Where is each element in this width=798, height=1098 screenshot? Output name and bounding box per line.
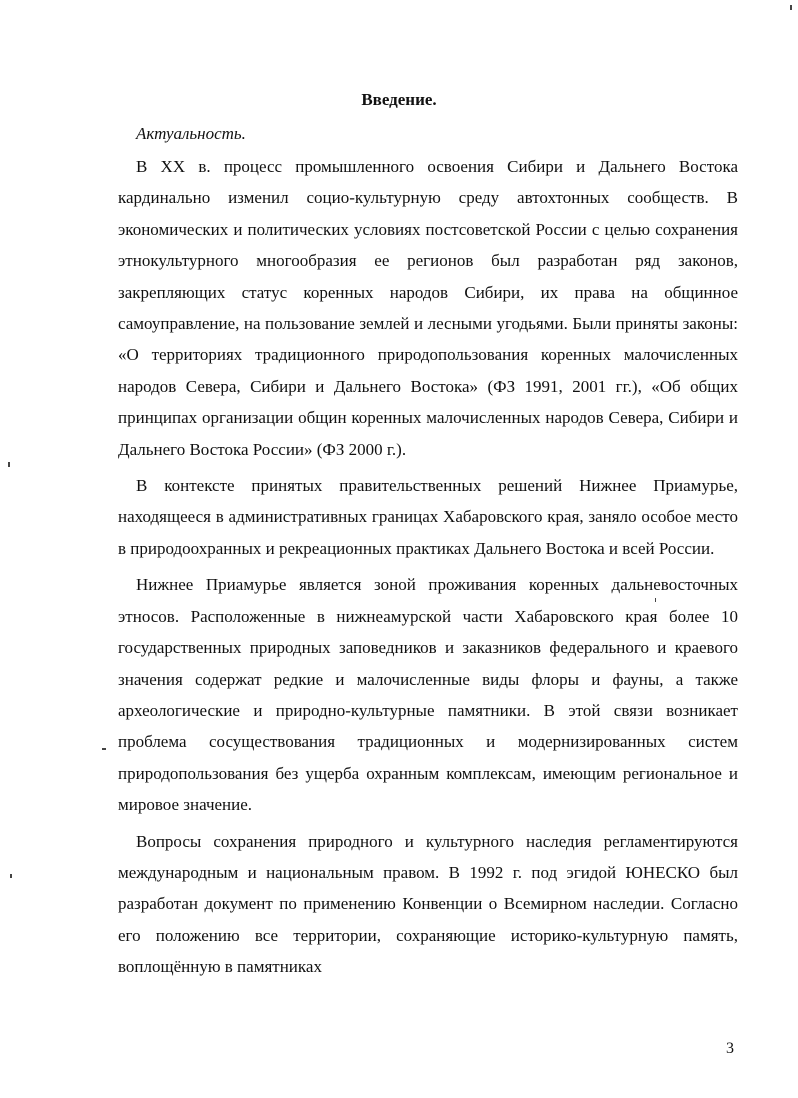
- page-number: 3: [726, 1040, 734, 1057]
- scan-speck: [102, 748, 106, 750]
- paragraph: В контексте принятых правительственных решений Нижнее Приамурье, находящееся в административных границах Хабаровского края, заняло особое место в природоохранных и рекреационных практиках Дальнего Востока и всей России.: [118, 476, 738, 558]
- paragraph: Вопросы сохранения природного и культурного наследия регламентируются международным и национальным правом. В 1992 г. под эгидой ЮНЕСКО был разработан документ по применению Конвенции о Всемирном наследии. Согласно его положению все территории, сохраняющие историко-культурную память, воплощённую в памятниках: [118, 831, 738, 977]
- scan-speck: [655, 598, 656, 602]
- section-title: Введение.: [361, 90, 437, 109]
- paragraph: В XX в. процесс промышленного освоения Сибири и Дальнего Востока кардинально изменил социо-культурную среду автохтонных сообществ. В экономических и политических условиях постсоветской России с целью сохранения этнокультурного многообразия ее регионов был разработан ряд законов, закрепляющих статус коренных народов Сибири, их права на общинное самоуправление, на пользование землей и лесными угодьями. Были приняты законы: «О территориях традиционного природопользования коренных малочисленных народов Севера, Сибири и Дальнего Востока» (ФЗ 1991, 2001 гг.), «Об общих принципах организации общин коренных малочисленных народов Севера, Сибири и Дальнего Востока России» (ФЗ 2000 г.).: [118, 157, 738, 459]
- scan-speck: [8, 462, 10, 467]
- paragraph: Нижнее Приамурье является зоной проживания коренных дальневосточных этносов. Расположенные в нижнеамурской части Хабаровского края более 10 государственных природных заповедников и заказников федерального и краевого значения содержат редкие и малочисленные виды флоры и фауны, а также археологические и природно-культурные памятники. В этой связи возникает проблема сосуществования традиционных и модернизированных систем природопользования без ущерба охранным комплексам, имеющим региональное и мировое значение.: [118, 575, 738, 815]
- scan-speck: [10, 874, 12, 878]
- section-subtitle: Актуальность.: [136, 124, 246, 143]
- body-text: [118, 151, 738, 988]
- scan-speck: [790, 5, 792, 10]
